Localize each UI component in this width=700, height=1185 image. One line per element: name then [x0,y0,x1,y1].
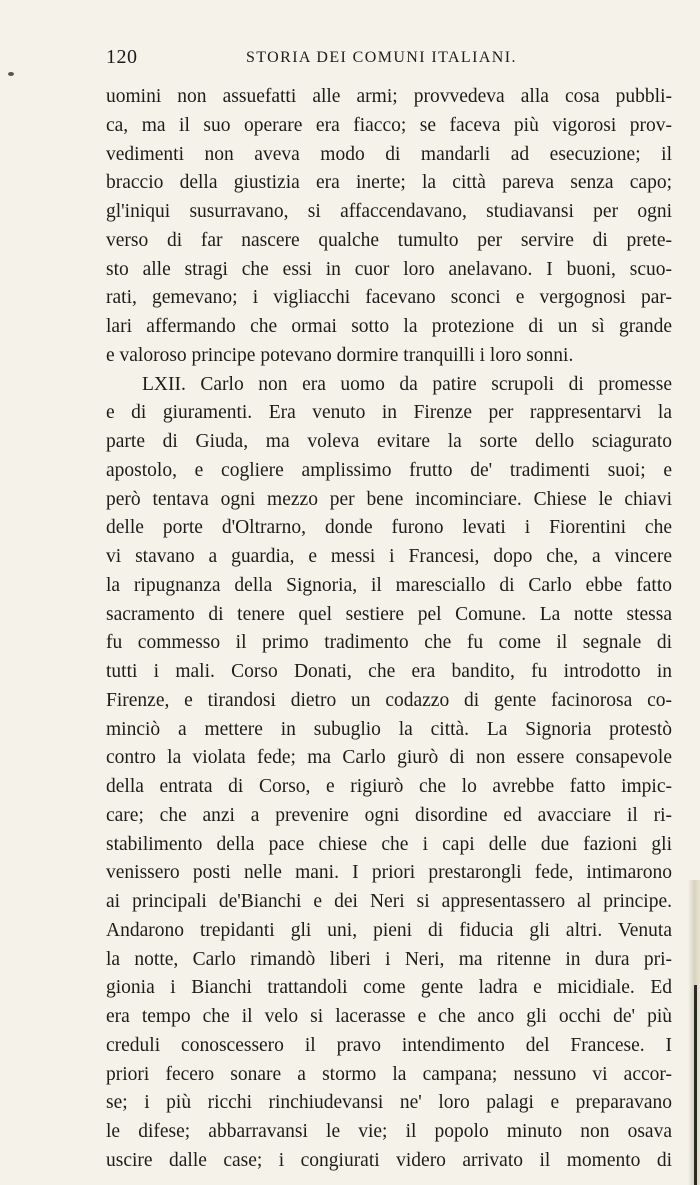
text-line: verso di far nascere qualche tumulto per servire di prete- [106,229,672,251]
text-line: e di giuramenti. Era venuto in Firenze per rappresentarvi la [106,402,672,424]
text-line: fu commesso il primo tradimento che fu come il segnale di [106,632,672,654]
text-line: priori fecero sonare a stormo la campana; nessuno vi accor- [106,1063,672,1085]
text-line: ca, ma il suo operare era fiacco; se faceva più vigorosi prov- [106,114,672,136]
text-line: gionia i Bianchi trattandoli come gente ladra e micidiale. Ed [106,977,672,999]
text-line: care; che anzi a prevenire ogni disordine ed avacciare il ri- [106,804,672,826]
text-line: tutti i mali. Corso Donati, che era bandito, fu introdotto in [106,661,672,682]
text-line: sto alle stragi che essi in cuor loro anelavano. I buoni, scuo- [106,258,672,280]
text-line: creduli conoscessero il pravo intendimento del Francese. I [106,1034,672,1056]
text-line: vedimenti non aveva modo di mandarli ad esecuzione; il [106,143,672,165]
text-line: stabilimento della pace chiese che i capi delle due fazioni gli [106,833,672,855]
text-line: rati, gemevano; i vigliacchi facevano sconci e vergognosi par- [106,287,672,309]
text-line: la notte, Carlo rimandò liberi i Neri, ma ritenne in dura pri- [106,948,672,970]
ink-speck [8,72,14,76]
paragraph-start-line: LXII. Carlo non era uomo da patire scrupoli di promesse [142,373,672,395]
text-line: però tentava ogni mezzo per bene incominciare. Chiese le chiavi [106,488,672,510]
text-line: contro la violata fede; ma Carlo giurò di non essere consapevole [106,747,672,769]
text-line: della entrata di Corso, e rigiurò che lo avrebbe fatto impic- [106,776,672,797]
text-line: e valoroso principe potevano dormire tranquilli i loro sonni. [106,344,574,366]
page-edge-dark [694,985,697,1185]
text-line: apostolo, e cogliere amplissimo frutto de' tradimenti suoi; e [106,459,672,481]
text-line: uomini non assuefatti alle armi; provvedeva alla cosa pubbli- [106,86,672,107]
text-line: delle porte d'Oltrarno, donde furono levati i Fiorentini che [106,517,672,539]
text-line: venissero posti nelle mani. I priori prestarongli fede, intimarono [106,862,672,884]
text-line: Firenze, e tirandosi dietro un codazzo di gente facinorosa co- [106,689,672,711]
text-line: sacramento di tenere quel sestiere pel Comune. La notte stessa [106,603,672,625]
running-head: STORIA DEI COMUNI ITALIANI. [246,49,517,66]
text-line: braccio della giustizia era inerte; la città pareva senza capo; [106,172,672,194]
text-line: la ripugnanza della Signoria, il maresciallo di Carlo ebbe fatto [106,574,672,596]
text-line: parte di Giuda, ma voleva evitare la sorte dello sciagurato [106,431,672,452]
text-line: Andarono trepidanti gli uni, pieni di fiducia gli altri. Venuta [106,919,672,941]
body-text [106,83,672,1176]
page-number: 120 [106,46,138,68]
text-line: gl'iniqui susurravano, si affaccendavano, studiavansi per ogni [106,201,672,222]
text-line: vi stavano a guardia, e messi i Francesi, dopo che, a vincere [106,546,672,567]
text-line: era tempo che il velo si lacerasse e che anco gli occhi de' più [106,1006,672,1027]
text-line: le difese; abbarravansi le vie; il popolo minuto non osava [106,1121,672,1142]
text-line: se; i più ricchi rinchiudevansi ne' loro palagi e preparavano [106,1092,672,1114]
page-header [106,40,672,70]
text-line: lari affermando che ormai sotto la protezione di un sì grande [106,316,672,337]
text-line: ai principali de'Bianchi e dei Neri si appresentassero al principe. [106,891,672,912]
text-line: minciò a mettere in subuglio la città. La Signoria protestò [106,718,672,740]
text-line: uscire dalle case; i congiurati videro arrivato il momento di [106,1149,672,1171]
